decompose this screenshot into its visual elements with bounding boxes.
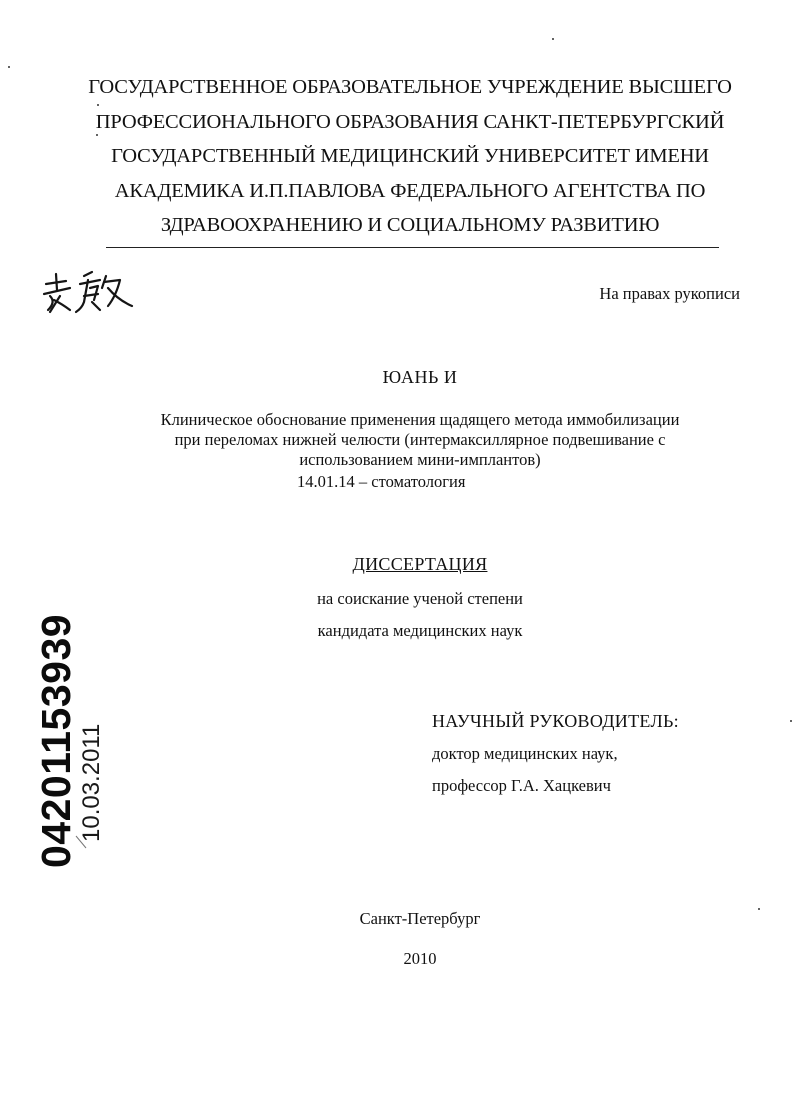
year: 2010 xyxy=(403,949,437,968)
institution-line: ПРОФЕССИОНАЛЬНОГО ОБРАЗОВАНИЯ САНКТ-ПЕТЕРБУРГСКИЙ xyxy=(95,110,725,133)
thesis-title-line: Клиническое обоснование применения щадящего метода иммобилизации xyxy=(160,410,680,429)
scan-speck xyxy=(758,908,760,910)
thesis-title xyxy=(100,410,740,470)
thesis-title-line: при переломах нижней челюсти (интермаксиллярное подвешивание с xyxy=(174,430,666,449)
author-name: ЮАНЬ И xyxy=(382,367,458,387)
library-stamp-code: 04201153939 xyxy=(33,613,79,868)
dissertation-label: ДИССЕРТАЦИЯ xyxy=(352,554,488,574)
advisor-degree: доктор медицинских наук, xyxy=(432,744,618,763)
stamp-mark xyxy=(74,834,88,850)
institution-line: ГОСУДАРСТВЕННОЕ ОБРАЗОВАТЕЛЬНОЕ УЧРЕЖДЕНИЕ ВЫСШЕГО xyxy=(88,76,732,98)
scan-speck xyxy=(96,134,98,136)
institution-line: ЗДРАВООХРАНЕНИЮ И СОЦИАЛЬНОМУ РАЗВИТИЮ xyxy=(160,214,660,236)
thesis-title-line: использованием мини-имплантов) xyxy=(299,450,541,469)
degree-line: кандидата медицинских наук xyxy=(317,621,523,640)
city: Санкт-Петербург xyxy=(359,909,481,928)
handwritten-signature xyxy=(40,266,140,316)
header-divider xyxy=(106,247,719,248)
scan-speck xyxy=(8,66,10,68)
library-stamp-date: 10.03.2011 xyxy=(78,723,105,842)
advisor-block xyxy=(432,711,772,808)
advisor-title: НАУЧНЫЙ РУКОВОДИТЕЛЬ: xyxy=(432,711,679,731)
institution-line: АКАДЕМИКА И.П.ПАВЛОВА ФЕДЕРАЛЬНОГО АГЕНТСТВА ПО xyxy=(114,179,706,202)
institution-header xyxy=(60,70,760,243)
manuscript-note: На правах рукописи xyxy=(599,284,740,303)
institution-line: ГОСУДАРСТВЕННЫЙ МЕДИЦИНСКИЙ УНИВЕРСИТЕТ ИМЕНИ xyxy=(111,145,709,167)
scan-speck xyxy=(97,104,99,106)
scan-speck xyxy=(552,38,554,40)
advisor-name: профессор Г.А. Хацкевич xyxy=(432,776,611,795)
degree-line: на соискание ученой степени xyxy=(317,589,523,608)
specialty-code: 14.01.14 – стоматология xyxy=(297,472,466,491)
scan-speck xyxy=(790,720,792,722)
